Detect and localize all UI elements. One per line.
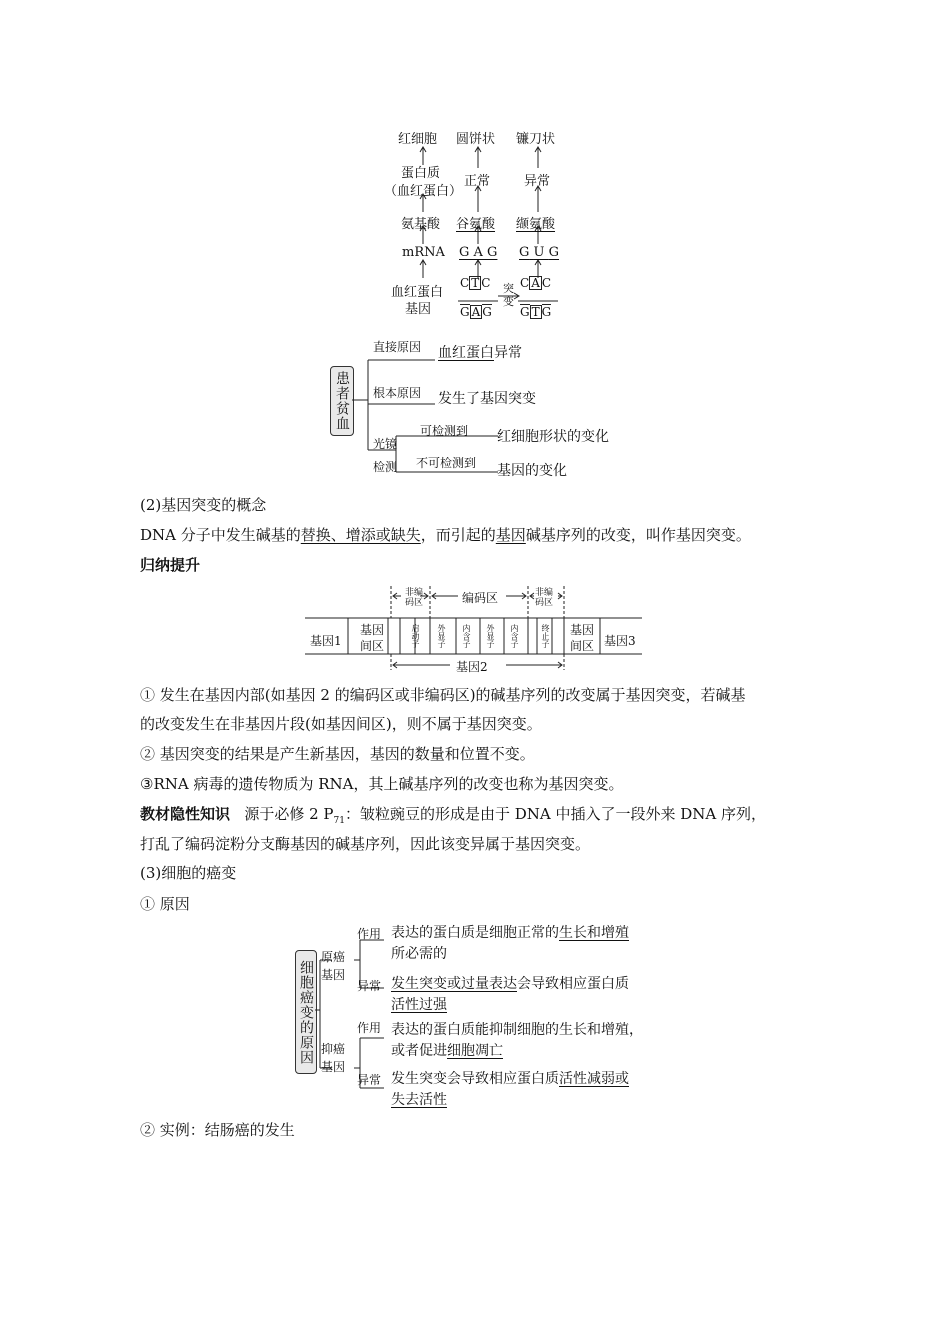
hemoglobin-label: （血红蛋白） [384,184,463,199]
noncoding-label-right: 非编码区 [534,588,553,608]
gene-2-label: 基因2 [456,660,488,674]
codon-mutant: G U G [519,245,560,260]
promoter-label: 启动子 [411,624,420,648]
cause-heading: ① 原因 [140,895,190,913]
undetectable-label: 不可检测到 [416,456,477,470]
direct-cause-value: 血红蛋白异常 [438,345,522,361]
point-1-line-2: 的改变发生在非基因片段(如基因间区)，则不属于基因突变。 [140,715,542,733]
microscope-label: 光镜 [373,437,398,451]
proto-oncogene-label-2: 基因 [321,968,346,982]
anemia-box: 患者贫血 [330,366,354,436]
col-label-disc: 圆饼状 [456,132,496,147]
undetectable-value: 基因的变化 [497,463,567,479]
root-cause-label: 根本原因 [373,386,422,400]
terminator-label: 终止子 [541,624,550,648]
codon-normal: G A G [459,245,498,260]
point-1-line-1: ① 发生在基因内部(如基因 2 的编码区或非编码区)的碱基序列的改变属于基因突变，若碱基 [140,686,746,704]
section-3-heading: (3)细胞的癌变 [140,864,237,882]
amino-acid-label: 氨基酸 [401,217,441,232]
mutation-label: 突变 [503,282,514,308]
mrna-label: mRNA [402,245,445,260]
detectable-label: 可检测到 [420,424,469,438]
glutamate-label: 谷氨酸 [456,217,496,232]
tumor-suppressor-label-2: 基因 [321,1060,346,1074]
detection-label: 检测 [373,460,398,474]
col-label-rbc: 红细胞 [398,132,438,147]
normal-template-strand: G A G [460,305,492,319]
supp-role-text-2: 或者促进细胞凋亡 [391,1043,503,1059]
proto-abnormal-text-1: 发生突变或过量表达会导致相应蛋白质 [391,976,629,992]
intergenic-label-right: 基因间区 [569,623,594,653]
detectable-value: 红细胞形状的变化 [497,429,609,445]
direct-cause-label: 直接原因 [373,340,422,354]
proto-oncogene-label-1: 原癌 [321,950,346,964]
supp-role-label: 作用 [357,1021,382,1035]
mutant-coding-strand: C A C [520,276,552,290]
intron-label-1: 内含子 [462,624,471,648]
hidden-knowledge-line-2: 打乱了编码淀粉分支酶基因的碱基序列，因此该变异属于基因突变。 [140,835,591,853]
proto-role-text-1: 表达的蛋白质是细胞正常的生长和增殖 [391,925,629,941]
proto-role-text-2: 所必需的 [391,946,447,962]
gene-3-label: 基因3 [604,634,636,648]
cancer-cause-box: 细胞癌变的原因 [295,950,317,1074]
noncoding-label-left: 非编码区 [404,588,423,608]
exon-label-2: 外显子 [486,624,495,648]
abnormal-label: 异常 [524,174,551,189]
tumor-suppressor-label-1: 抑癌 [321,1042,346,1056]
supp-abnormal-text-2: 失去活性 [391,1092,447,1108]
intergenic-label-left: 基因间区 [359,623,384,653]
valine-label: 缬氨酸 [516,217,556,232]
proto-abnormal-text-2: 活性过强 [391,997,447,1013]
summary-heading: 归纳提升 [140,556,201,574]
coding-region-label: 编码区 [462,591,499,605]
supp-abnormal-label: 异常 [357,1073,382,1087]
section-2-heading: (2)基因突变的概念 [140,496,267,514]
point-2: ② 基因突变的结果是产生新基因，基因的数量和位置不变。 [140,745,535,763]
proto-abnormal-label: 异常 [357,979,382,993]
supp-role-text-1: 表达的蛋白质能抑制细胞的生长和增殖， [391,1022,643,1038]
gene-label-line1: 血红蛋白 [391,285,444,300]
example-heading: ② 实例：结肠癌的发生 [140,1121,295,1139]
intron-label-2: 内含子 [510,624,519,648]
gene-label-line2: 基因 [405,302,432,317]
proto-role-label: 作用 [357,927,382,941]
col-label-sickle: 镰刀状 [516,132,556,147]
supp-abnormal-text-1: 发生突变会导致相应蛋白质活性减弱或 [391,1071,629,1087]
normal-label: 正常 [464,174,491,189]
exon-label-1: 外显子 [437,624,446,648]
normal-coding-strand: C T C [460,276,491,290]
hidden-knowledge-line-1: 教材隐性知识 源于必修 2 $P_{71}$：皱粒豌豆的形成是由于 DNA 中插入了一段外来 DNA 序列， [140,805,767,826]
mutant-template-strand: G T G [520,305,552,319]
point-3: ③RNA 病毒的遗传物质为 RNA，其上碱基序列的改变也称为基因突变。 [140,775,624,793]
gene-1-label: 基因1 [310,634,342,648]
mutation-definition: DNA 分子中发生碱基的替换、增添或缺失，而引起的基因碱基序列的改变，叫作基因突变。 [140,526,751,544]
root-cause-value: 发生了基因突变 [438,391,536,407]
protein-label: 蛋白质 [401,166,441,181]
